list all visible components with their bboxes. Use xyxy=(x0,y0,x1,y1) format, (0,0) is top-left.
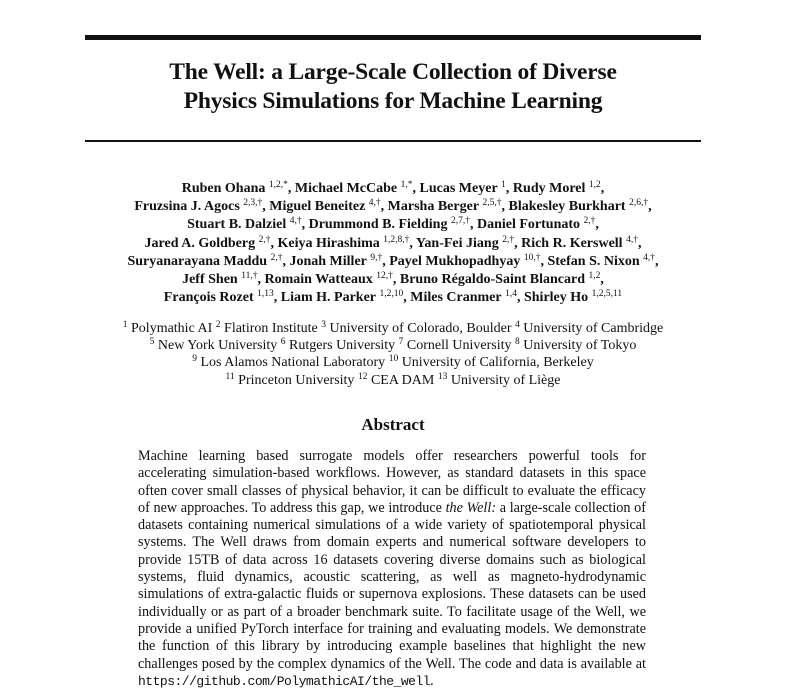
author-line: Jeff Shen $^{11,\dagger}$, Romain Watteaux $^{12,\dagger}$, Bruno Régaldo-Saint Blancard $^{1,2}$, xyxy=(182,271,604,288)
affiliation-number: 11 xyxy=(225,371,235,382)
author-name: Jeff Shen xyxy=(182,272,238,288)
abstract-text-part1: Machine learning based surrogate models offer researchers powerful tools for accelerating simulation-based workflows. However, as standard datasets in this space often cover small classes of physical behavior, it can be difficult to evaluate the efficacy of new approaches. To address this gap, we introduce xyxy=(138,448,646,516)
affiliation-name: Flatiron Institute xyxy=(224,321,318,336)
author-affiliation-marker: 1,2 xyxy=(588,180,601,190)
author-affiliation-marker: 1,2,8,† xyxy=(383,234,410,245)
author-name: Michael McCabe xyxy=(294,181,398,196)
author-name: François Rozet xyxy=(163,290,254,306)
author-affiliation-marker: 1,4 xyxy=(505,289,517,300)
author-affiliation-marker: 2,† xyxy=(583,216,596,227)
author-affiliation-marker: 2,† xyxy=(270,252,283,263)
author-line: Stuart B. Dalziel $^{4,\dagger}$, Drummond B. Fielding $^{2,7,\dagger}$, Daniel Fortunato $^{2,\dagger}$, xyxy=(187,216,599,233)
author-name: Liam H. Parker xyxy=(280,290,376,306)
author-line: Ruben Ohana $^{1,2,*}$, Michael McCabe $^{1,*}$, Lucas Meyer $^1$, Rudy Morel $^{1,2}$, xyxy=(181,180,605,196)
affiliation-line xyxy=(70,320,716,337)
author-affiliation-marker: 4,† xyxy=(368,198,381,209)
author-name: Jonah Miller xyxy=(289,253,367,269)
author-name: Yan-Fei Jiang xyxy=(415,235,499,251)
author-affiliation-marker: 4,† xyxy=(626,234,638,245)
author-name: Bruno Régaldo-Saint Blancard xyxy=(399,272,586,288)
author-list xyxy=(70,180,716,307)
author-affiliation-marker: 2,5,† xyxy=(482,198,502,209)
author-name: Marsha Berger xyxy=(387,199,480,215)
affiliation-name: University of California, Berkeley xyxy=(401,355,594,371)
author-name: Romain Watteaux xyxy=(264,272,373,288)
author-affiliation-marker: 2,† xyxy=(502,234,515,245)
author-name: Daniel Fortunato xyxy=(476,217,581,233)
author-affiliation-marker: 2,7,† xyxy=(450,216,470,227)
affiliation-name: Los Alamos National Laboratory xyxy=(200,355,386,371)
author-name: Drummond B. Fielding xyxy=(308,217,448,233)
abstract-heading: Abstract xyxy=(361,415,425,434)
affiliation-number: 2 xyxy=(215,320,221,330)
author-affiliation-marker: 11,† xyxy=(241,271,258,282)
affiliation-number: 1 xyxy=(122,320,128,330)
author-name: Stuart B. Dalziel xyxy=(187,217,287,233)
affiliation-name: University of Tokyo xyxy=(523,338,637,354)
affiliation-number: 3 xyxy=(321,320,327,330)
affiliation-name: Rutgers University xyxy=(289,338,396,354)
author-name: Shirley Ho xyxy=(523,290,589,306)
title-line-1: The Well: a Large-Scale Collection of Diverse xyxy=(169,59,617,85)
author-name: Keiya Hirashima xyxy=(277,235,380,251)
affiliation-line xyxy=(70,337,716,354)
affiliation-name: University of Liège xyxy=(450,372,561,388)
author-affiliation-marker: 10,† xyxy=(523,252,541,263)
author-affiliation-marker: 1,2,5,11 xyxy=(591,289,623,300)
affiliation-number: 5 xyxy=(149,337,155,348)
affiliation-name: Cornell University xyxy=(406,338,512,354)
affiliation-name: CEA DAM xyxy=(370,372,435,388)
affiliation-name: New York University xyxy=(157,338,278,354)
author-name: Suryanarayana Maddu xyxy=(127,253,268,269)
abstract-emphasis: the Well: xyxy=(445,499,497,516)
author-affiliation-marker: 2,† xyxy=(258,234,271,245)
affiliation-number: 8 xyxy=(515,337,520,348)
affiliation-number: 9 xyxy=(192,354,197,365)
title-line-2: Physics Simulations for Machine Learning xyxy=(183,88,603,114)
author-name: Ruben Ohana xyxy=(181,181,266,196)
author-affiliation-marker: 1,13 xyxy=(257,289,274,300)
affiliation-list xyxy=(70,320,716,389)
affiliation-name: Princeton University xyxy=(238,372,355,388)
affiliation-number: 7 xyxy=(398,337,404,348)
author-affiliation-marker: 1,2 xyxy=(588,271,601,282)
author-name: Rich R. Kerswell xyxy=(521,235,623,251)
author-line: Jared A. Goldberg $^{2,\dagger}$, Keiya Hirashima $^{1,2,8,\dagger}$, Yan-Fei Jiang $^{2,\dagger}$, Rich R. Kerswell $^{4,\dagger}$, xyxy=(144,234,642,251)
author-name: Miles Cranmer xyxy=(410,290,502,306)
author-line: François Rozet $^{1,13}$, Liam H. Parker $^{1,2,10}$, Miles Cranmer $^{1,4}$, Shirley Ho $^{1,2,5,11}$ xyxy=(163,289,623,306)
affiliation-line xyxy=(70,354,716,371)
title-bottom-rule xyxy=(85,140,701,142)
author-line: Fruzsina J. Agocs $^{2,3,\dagger}$, Miguel Beneitez $^{4,\dagger}$, Marsha Berger $^{2,5,\dagger}$, Blakesley Burkhart $^{2,6,\dagger}$, xyxy=(134,198,652,215)
author-affiliation-marker: 2,6,† xyxy=(629,198,649,209)
author-affiliation-marker: 2,3,† xyxy=(243,198,263,209)
author-name: Rudy Morel xyxy=(512,181,586,196)
abstract-text-part2: a large-scale collection of datasets containing numerical simulations of a wide variety of spatiotemporal physical systems. The Well draws from domain experts and numerical software developers to provide 15TB of data across 16 datasets covering diverse domains such as biological systems, fluid dynamics, acoustic scattering, as well as magneto-hydrodynamic simulations of extra-galactic fluids or supernova explosions. These datasets can be used individually or as part of a broader benchmark suite. To facilitate usage of the Well, we provide a unified PyTorch interface for training and evaluating models. We demonstrate the function of this library by introducing example baselines that highlight the new challenges posed by the complex dynamics of the Well. The code and data is available at xyxy=(138,499,646,672)
title-top-rule xyxy=(85,35,701,40)
affiliation-line xyxy=(70,372,716,389)
author-affiliation-marker: 1,2,* xyxy=(268,180,288,190)
author-affiliation-marker: 1 xyxy=(501,180,506,190)
abstract-text-end: . xyxy=(430,672,434,689)
author-affiliation-marker: 4,† xyxy=(643,252,656,263)
code-url-link[interactable]: https://github.com/PolymathicAI/the_well xyxy=(138,673,431,689)
affiliation-name: University of Cambridge xyxy=(523,321,664,336)
affiliation-number: 4 xyxy=(515,320,520,330)
affiliation-number: 13 xyxy=(437,371,448,382)
author-affiliation-marker: 12,† xyxy=(376,271,393,282)
affiliation-name: Polymathic AI xyxy=(131,321,213,336)
author-name: Jared A. Goldberg xyxy=(144,235,256,251)
author-name: Blakesley Burkhart xyxy=(508,199,626,215)
author-affiliation-marker: 1,2,10 xyxy=(379,289,404,300)
author-name: Payel Mukhopadhyay xyxy=(389,253,521,269)
author-name: Miguel Beneitez xyxy=(269,199,366,215)
affiliation-number: 12 xyxy=(357,371,368,382)
paper-title xyxy=(85,58,701,116)
author-name: Stefan S. Nixon xyxy=(547,253,640,269)
affiliation-number: 6 xyxy=(280,337,286,348)
affiliation-name: University of Colorado, Boulder xyxy=(329,321,512,336)
author-name: Fruzsina J. Agocs xyxy=(134,199,240,215)
author-line: Suryanarayana Maddu $^{2,\dagger}$, Jonah Miller $^{9,\dagger}$, Payel Mukhopadhyay $^{10,\dagger}$, Stefan S. Nixon $^{4,\dagger}$, xyxy=(127,252,659,269)
affiliation-number: 10 xyxy=(388,354,399,365)
author-name: Lucas Meyer xyxy=(419,181,498,196)
author-affiliation-marker: 9,† xyxy=(370,252,383,263)
author-affiliation-marker: 4,† xyxy=(289,216,302,227)
author-affiliation-marker: 1,* xyxy=(400,180,413,190)
abstract-body xyxy=(138,448,646,690)
